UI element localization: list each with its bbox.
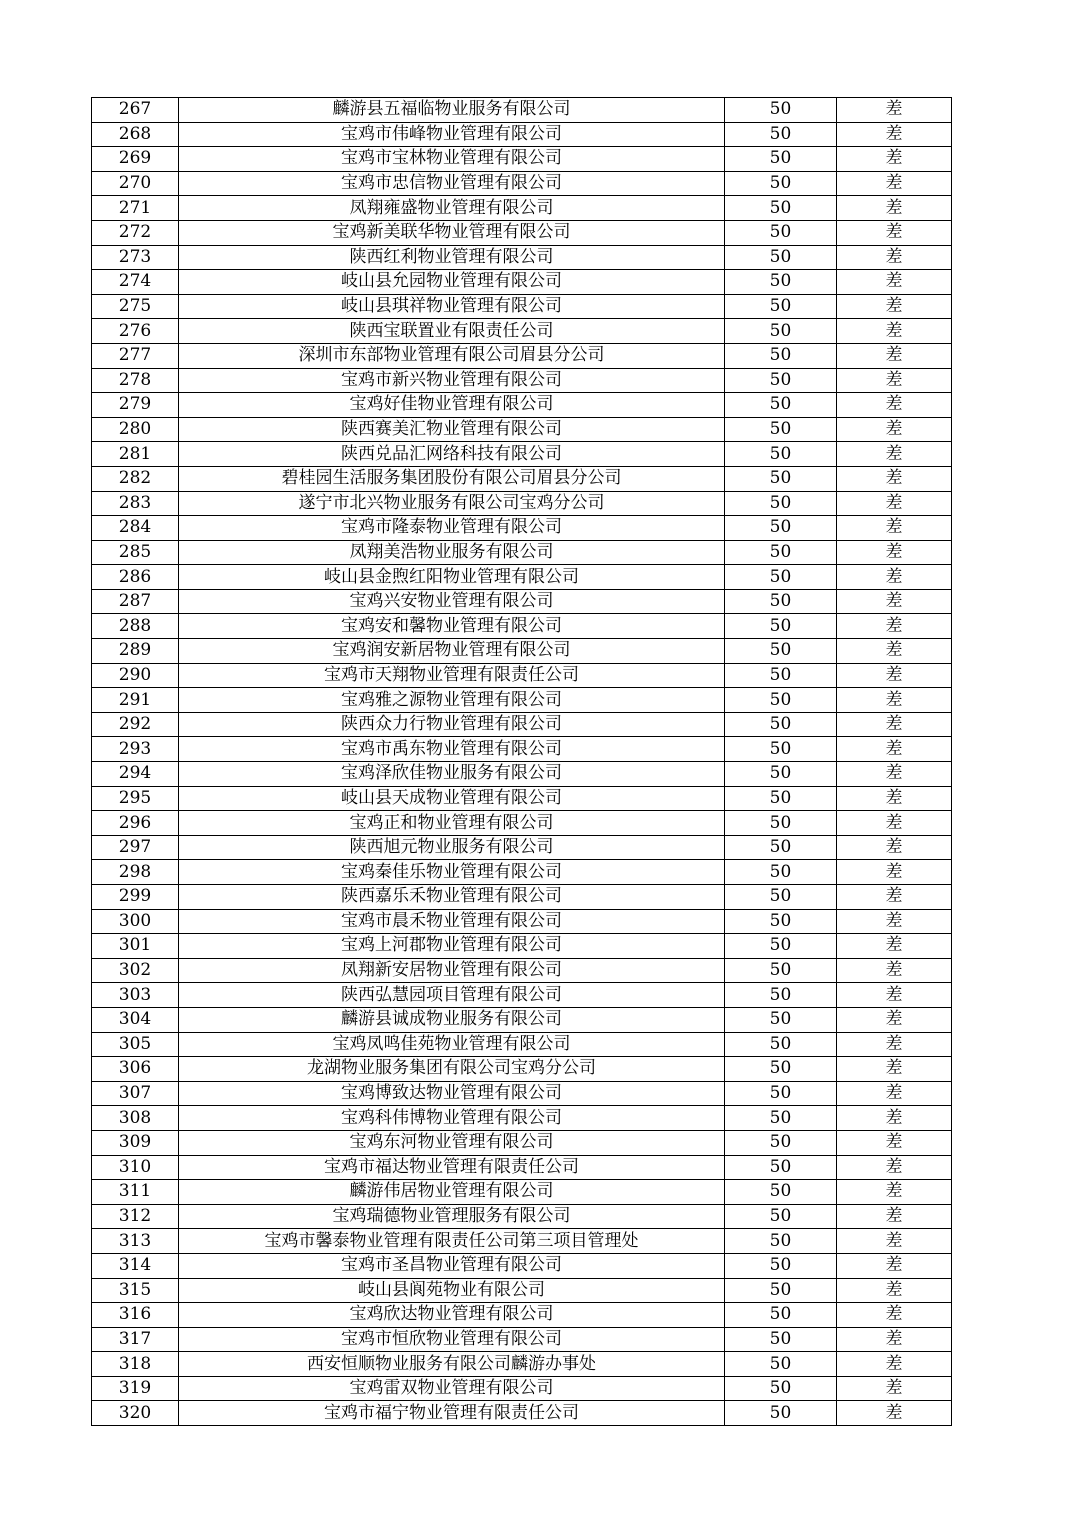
score-cell: 50	[725, 171, 837, 196]
table-row	[92, 811, 952, 836]
grade-cell: 差	[837, 1081, 952, 1106]
row-number-cell: 273	[92, 245, 179, 270]
grade-cell: 差	[837, 368, 952, 393]
score-cell: 50	[725, 589, 837, 614]
table-row	[92, 294, 952, 319]
table-row	[92, 885, 952, 910]
score-cell: 50	[725, 196, 837, 221]
row-number-cell: 282	[92, 466, 179, 491]
grade-cell: 差	[837, 589, 952, 614]
score-cell: 50	[725, 466, 837, 491]
company-name-cell: 凤翔雍盛物业管理有限公司	[179, 196, 725, 221]
row-number-cell: 294	[92, 762, 179, 787]
company-name-cell: 宝鸡市禹东物业管理有限公司	[179, 737, 725, 762]
grade-cell: 差	[837, 1204, 952, 1229]
row-number-cell: 272	[92, 220, 179, 245]
row-number-cell: 277	[92, 343, 179, 368]
row-number-cell: 316	[92, 1303, 179, 1328]
score-cell: 50	[725, 1376, 837, 1401]
company-name-cell: 陕西赛美汇物业管理有限公司	[179, 417, 725, 442]
row-number-cell: 275	[92, 294, 179, 319]
row-number-cell: 295	[92, 786, 179, 811]
table-row	[92, 909, 952, 934]
grade-cell: 差	[837, 1278, 952, 1303]
grade-cell: 差	[837, 1155, 952, 1180]
score-cell: 50	[725, 540, 837, 565]
table-row	[92, 540, 952, 565]
table-row	[92, 1081, 952, 1106]
score-cell: 50	[725, 1032, 837, 1057]
row-number-cell: 287	[92, 589, 179, 614]
grade-cell: 差	[837, 319, 952, 344]
company-name-cell: 陕西众力行物业管理有限公司	[179, 712, 725, 737]
company-name-cell: 岐山县允园物业管理有限公司	[179, 270, 725, 295]
row-number-cell: 280	[92, 417, 179, 442]
row-number-cell: 289	[92, 639, 179, 664]
table-row	[92, 958, 952, 983]
grade-cell: 差	[837, 1032, 952, 1057]
grade-cell: 差	[837, 343, 952, 368]
company-name-cell: 岐山县天成物业管理有限公司	[179, 786, 725, 811]
score-cell: 50	[725, 1057, 837, 1082]
table-row	[92, 614, 952, 639]
grade-cell: 差	[837, 614, 952, 639]
score-cell: 50	[725, 220, 837, 245]
table-row	[92, 688, 952, 713]
row-number-cell: 300	[92, 909, 179, 934]
score-cell: 50	[725, 1204, 837, 1229]
row-number-cell: 299	[92, 885, 179, 910]
score-cell: 50	[725, 319, 837, 344]
table-row	[92, 835, 952, 860]
table-row	[92, 516, 952, 541]
row-number-cell: 271	[92, 196, 179, 221]
company-name-cell: 宝鸡市天翔物业管理有限责任公司	[179, 663, 725, 688]
score-cell: 50	[725, 934, 837, 959]
grade-cell: 差	[837, 835, 952, 860]
table-row	[92, 663, 952, 688]
row-number-cell: 290	[92, 663, 179, 688]
row-number-cell: 285	[92, 540, 179, 565]
row-number-cell: 303	[92, 983, 179, 1008]
row-number-cell: 315	[92, 1278, 179, 1303]
row-number-cell: 270	[92, 171, 179, 196]
row-number-cell: 293	[92, 737, 179, 762]
grade-cell: 差	[837, 122, 952, 147]
company-name-cell: 麟游伟居物业管理有限公司	[179, 1180, 725, 1205]
company-name-cell: 麟游县诚成物业服务有限公司	[179, 1007, 725, 1032]
score-cell: 50	[725, 1106, 837, 1131]
company-name-cell: 宝鸡市福达物业管理有限责任公司	[179, 1155, 725, 1180]
company-name-cell: 碧桂园生活服务集团股份有限公司眉县分公司	[179, 466, 725, 491]
row-number-cell: 318	[92, 1352, 179, 1377]
score-cell: 50	[725, 811, 837, 836]
company-name-cell: 宝鸡兴安物业管理有限公司	[179, 589, 725, 614]
score-cell: 50	[725, 294, 837, 319]
score-cell: 50	[725, 1229, 837, 1254]
company-name-cell: 宝鸡安和馨物业管理有限公司	[179, 614, 725, 639]
grade-cell: 差	[837, 811, 952, 836]
grade-cell: 差	[837, 688, 952, 713]
score-cell: 50	[725, 786, 837, 811]
company-name-cell: 宝鸡市馨泰物业管理有限责任公司第三项目管理处	[179, 1229, 725, 1254]
table-row	[92, 589, 952, 614]
grade-cell: 差	[837, 762, 952, 787]
row-number-cell: 307	[92, 1081, 179, 1106]
company-name-cell: 陕西旭元物业服务有限公司	[179, 835, 725, 860]
table-row	[92, 343, 952, 368]
score-cell: 50	[725, 516, 837, 541]
company-name-cell: 宝鸡凤鸣佳苑物业管理有限公司	[179, 1032, 725, 1057]
grade-cell: 差	[837, 442, 952, 467]
company-name-cell: 宝鸡市圣昌物业管理有限公司	[179, 1253, 725, 1278]
table-row	[92, 220, 952, 245]
ranking-table	[91, 97, 952, 1426]
company-name-cell: 宝鸡市新兴物业管理有限公司	[179, 368, 725, 393]
score-cell: 50	[725, 343, 837, 368]
company-name-cell: 岐山县金煦红阳物业管理有限公司	[179, 565, 725, 590]
row-number-cell: 306	[92, 1057, 179, 1082]
company-name-cell: 宝鸡润安新居物业管理有限公司	[179, 639, 725, 664]
row-number-cell: 279	[92, 393, 179, 418]
table-row	[92, 196, 952, 221]
row-number-cell: 313	[92, 1229, 179, 1254]
score-cell: 50	[725, 663, 837, 688]
grade-cell: 差	[837, 98, 952, 123]
company-name-cell: 宝鸡博致达物业管理有限公司	[179, 1081, 725, 1106]
grade-cell: 差	[837, 220, 952, 245]
company-name-cell: 凤翔美浩物业服务有限公司	[179, 540, 725, 565]
table-row	[92, 1352, 952, 1377]
score-cell: 50	[725, 983, 837, 1008]
company-name-cell: 陕西红利物业管理有限公司	[179, 245, 725, 270]
table-row	[92, 712, 952, 737]
grade-cell: 差	[837, 1106, 952, 1131]
company-name-cell: 宝鸡好佳物业管理有限公司	[179, 393, 725, 418]
company-name-cell: 陕西宝联置业有限责任公司	[179, 319, 725, 344]
grade-cell: 差	[837, 147, 952, 172]
table-row	[92, 1155, 952, 1180]
table-row	[92, 983, 952, 1008]
score-cell: 50	[725, 147, 837, 172]
score-cell: 50	[725, 712, 837, 737]
row-number-cell: 305	[92, 1032, 179, 1057]
score-cell: 50	[725, 909, 837, 934]
company-name-cell: 宝鸡市忠信物业管理有限公司	[179, 171, 725, 196]
grade-cell: 差	[837, 934, 952, 959]
grade-cell: 差	[837, 639, 952, 664]
grade-cell: 差	[837, 663, 952, 688]
score-cell: 50	[725, 1352, 837, 1377]
table-row	[92, 934, 952, 959]
grade-cell: 差	[837, 860, 952, 885]
row-number-cell: 283	[92, 491, 179, 516]
score-cell: 50	[725, 442, 837, 467]
row-number-cell: 309	[92, 1130, 179, 1155]
table-row	[92, 491, 952, 516]
company-name-cell: 宝鸡市晨禾物业管理有限公司	[179, 909, 725, 934]
score-cell: 50	[725, 688, 837, 713]
row-number-cell: 286	[92, 565, 179, 590]
score-cell: 50	[725, 614, 837, 639]
company-name-cell: 宝鸡市福宁物业管理有限责任公司	[179, 1401, 725, 1426]
table-row	[92, 1130, 952, 1155]
grade-cell: 差	[837, 294, 952, 319]
table-row	[92, 1057, 952, 1082]
score-cell: 50	[725, 1401, 837, 1426]
table-row	[92, 565, 952, 590]
row-number-cell: 314	[92, 1253, 179, 1278]
table-row	[92, 1204, 952, 1229]
score-cell: 50	[725, 639, 837, 664]
table-row	[92, 393, 952, 418]
company-name-cell: 宝鸡欣达物业管理有限公司	[179, 1303, 725, 1328]
company-name-cell: 宝鸡秦佳乐物业管理有限公司	[179, 860, 725, 885]
company-name-cell: 凤翔新安居物业管理有限公司	[179, 958, 725, 983]
row-number-cell: 268	[92, 122, 179, 147]
table-row	[92, 639, 952, 664]
score-cell: 50	[725, 860, 837, 885]
score-cell: 50	[725, 393, 837, 418]
table-row	[92, 1106, 952, 1131]
row-number-cell: 284	[92, 516, 179, 541]
score-cell: 50	[725, 835, 837, 860]
grade-cell: 差	[837, 1130, 952, 1155]
grade-cell: 差	[837, 983, 952, 1008]
row-number-cell: 311	[92, 1180, 179, 1205]
score-cell: 50	[725, 1327, 837, 1352]
score-cell: 50	[725, 762, 837, 787]
score-cell: 50	[725, 491, 837, 516]
company-name-cell: 宝鸡泽欣佳物业服务有限公司	[179, 762, 725, 787]
score-cell: 50	[725, 368, 837, 393]
company-name-cell: 宝鸡雅之源物业管理有限公司	[179, 688, 725, 713]
row-number-cell: 319	[92, 1376, 179, 1401]
row-number-cell: 297	[92, 835, 179, 860]
row-number-cell: 291	[92, 688, 179, 713]
row-number-cell: 312	[92, 1204, 179, 1229]
grade-cell: 差	[837, 1253, 952, 1278]
grade-cell: 差	[837, 466, 952, 491]
table-row	[92, 1303, 952, 1328]
row-number-cell: 302	[92, 958, 179, 983]
grade-cell: 差	[837, 1229, 952, 1254]
grade-cell: 差	[837, 491, 952, 516]
table-row	[92, 1007, 952, 1032]
grade-cell: 差	[837, 540, 952, 565]
grade-cell: 差	[837, 245, 952, 270]
grade-cell: 差	[837, 737, 952, 762]
row-number-cell: 296	[92, 811, 179, 836]
company-name-cell: 宝鸡市恒欣物业管理有限公司	[179, 1327, 725, 1352]
table-row	[92, 122, 952, 147]
company-name-cell: 西安恒顺物业服务有限公司麟游办事处	[179, 1352, 725, 1377]
row-number-cell: 274	[92, 270, 179, 295]
grade-cell: 差	[837, 1180, 952, 1205]
row-number-cell: 292	[92, 712, 179, 737]
company-name-cell: 宝鸡雷双物业管理有限公司	[179, 1376, 725, 1401]
row-number-cell: 276	[92, 319, 179, 344]
table-row	[92, 1180, 952, 1205]
grade-cell: 差	[837, 885, 952, 910]
table-row	[92, 368, 952, 393]
company-name-cell: 麟游县五福临物业服务有限公司	[179, 98, 725, 123]
table-row	[92, 171, 952, 196]
grade-cell: 差	[837, 1327, 952, 1352]
ranking-table-body	[92, 98, 952, 1426]
company-name-cell: 宝鸡上河郡物业管理有限公司	[179, 934, 725, 959]
grade-cell: 差	[837, 270, 952, 295]
table-row	[92, 417, 952, 442]
table-row	[92, 270, 952, 295]
table-row	[92, 466, 952, 491]
table-row	[92, 786, 952, 811]
company-name-cell: 陕西弘慧园项目管理有限公司	[179, 983, 725, 1008]
score-cell: 50	[725, 565, 837, 590]
score-cell: 50	[725, 245, 837, 270]
grade-cell: 差	[837, 909, 952, 934]
table-row	[92, 1253, 952, 1278]
grade-cell: 差	[837, 516, 952, 541]
company-name-cell: 宝鸡科伟博物业管理有限公司	[179, 1106, 725, 1131]
company-name-cell: 宝鸡市伟峰物业管理有限公司	[179, 122, 725, 147]
score-cell: 50	[725, 1253, 837, 1278]
table-row	[92, 1229, 952, 1254]
table-row	[92, 147, 952, 172]
company-name-cell: 宝鸡瑞德物业管理服务有限公司	[179, 1204, 725, 1229]
score-cell: 50	[725, 98, 837, 123]
row-number-cell: 267	[92, 98, 179, 123]
row-number-cell: 308	[92, 1106, 179, 1131]
row-number-cell: 320	[92, 1401, 179, 1426]
table-row	[92, 1278, 952, 1303]
table-row	[92, 319, 952, 344]
score-cell: 50	[725, 958, 837, 983]
score-cell: 50	[725, 1081, 837, 1106]
row-number-cell: 298	[92, 860, 179, 885]
score-cell: 50	[725, 1007, 837, 1032]
grade-cell: 差	[837, 171, 952, 196]
score-cell: 50	[725, 1278, 837, 1303]
table-row	[92, 1401, 952, 1426]
score-cell: 50	[725, 1155, 837, 1180]
company-name-cell: 岐山县阆苑物业有限公司	[179, 1278, 725, 1303]
grade-cell: 差	[837, 1007, 952, 1032]
row-number-cell: 317	[92, 1327, 179, 1352]
table-row	[92, 245, 952, 270]
company-name-cell: 宝鸡东河物业管理有限公司	[179, 1130, 725, 1155]
grade-cell: 差	[837, 958, 952, 983]
score-cell: 50	[725, 122, 837, 147]
row-number-cell: 288	[92, 614, 179, 639]
table-row	[92, 442, 952, 467]
table-row	[92, 860, 952, 885]
table-row	[92, 1327, 952, 1352]
company-name-cell: 宝鸡市宝林物业管理有限公司	[179, 147, 725, 172]
company-name-cell: 陕西兑品汇网络科技有限公司	[179, 442, 725, 467]
company-name-cell: 宝鸡市隆泰物业管理有限公司	[179, 516, 725, 541]
row-number-cell: 278	[92, 368, 179, 393]
grade-cell: 差	[837, 712, 952, 737]
company-name-cell: 深圳市东部物业管理有限公司眉县分公司	[179, 343, 725, 368]
table-row	[92, 1032, 952, 1057]
row-number-cell: 304	[92, 1007, 179, 1032]
table-row	[92, 1376, 952, 1401]
grade-cell: 差	[837, 196, 952, 221]
grade-cell: 差	[837, 417, 952, 442]
grade-cell: 差	[837, 1401, 952, 1426]
company-name-cell: 岐山县琪祥物业管理有限公司	[179, 294, 725, 319]
grade-cell: 差	[837, 393, 952, 418]
company-name-cell: 宝鸡新美联华物业管理有限公司	[179, 220, 725, 245]
grade-cell: 差	[837, 1376, 952, 1401]
score-cell: 50	[725, 1130, 837, 1155]
company-name-cell: 宝鸡正和物业管理有限公司	[179, 811, 725, 836]
score-cell: 50	[725, 417, 837, 442]
company-name-cell: 遂宁市北兴物业服务有限公司宝鸡分公司	[179, 491, 725, 516]
grade-cell: 差	[837, 565, 952, 590]
score-cell: 50	[725, 1303, 837, 1328]
row-number-cell: 310	[92, 1155, 179, 1180]
score-cell: 50	[725, 1180, 837, 1205]
table-row	[92, 737, 952, 762]
row-number-cell: 281	[92, 442, 179, 467]
score-cell: 50	[725, 885, 837, 910]
grade-cell: 差	[837, 1303, 952, 1328]
score-cell: 50	[725, 737, 837, 762]
grade-cell: 差	[837, 786, 952, 811]
grade-cell: 差	[837, 1352, 952, 1377]
row-number-cell: 269	[92, 147, 179, 172]
table-row	[92, 98, 952, 123]
company-name-cell: 陕西嘉乐禾物业管理有限公司	[179, 885, 725, 910]
score-cell: 50	[725, 270, 837, 295]
company-name-cell: 龙湖物业服务集团有限公司宝鸡分公司	[179, 1057, 725, 1082]
row-number-cell: 301	[92, 934, 179, 959]
grade-cell: 差	[837, 1057, 952, 1082]
table-row	[92, 762, 952, 787]
